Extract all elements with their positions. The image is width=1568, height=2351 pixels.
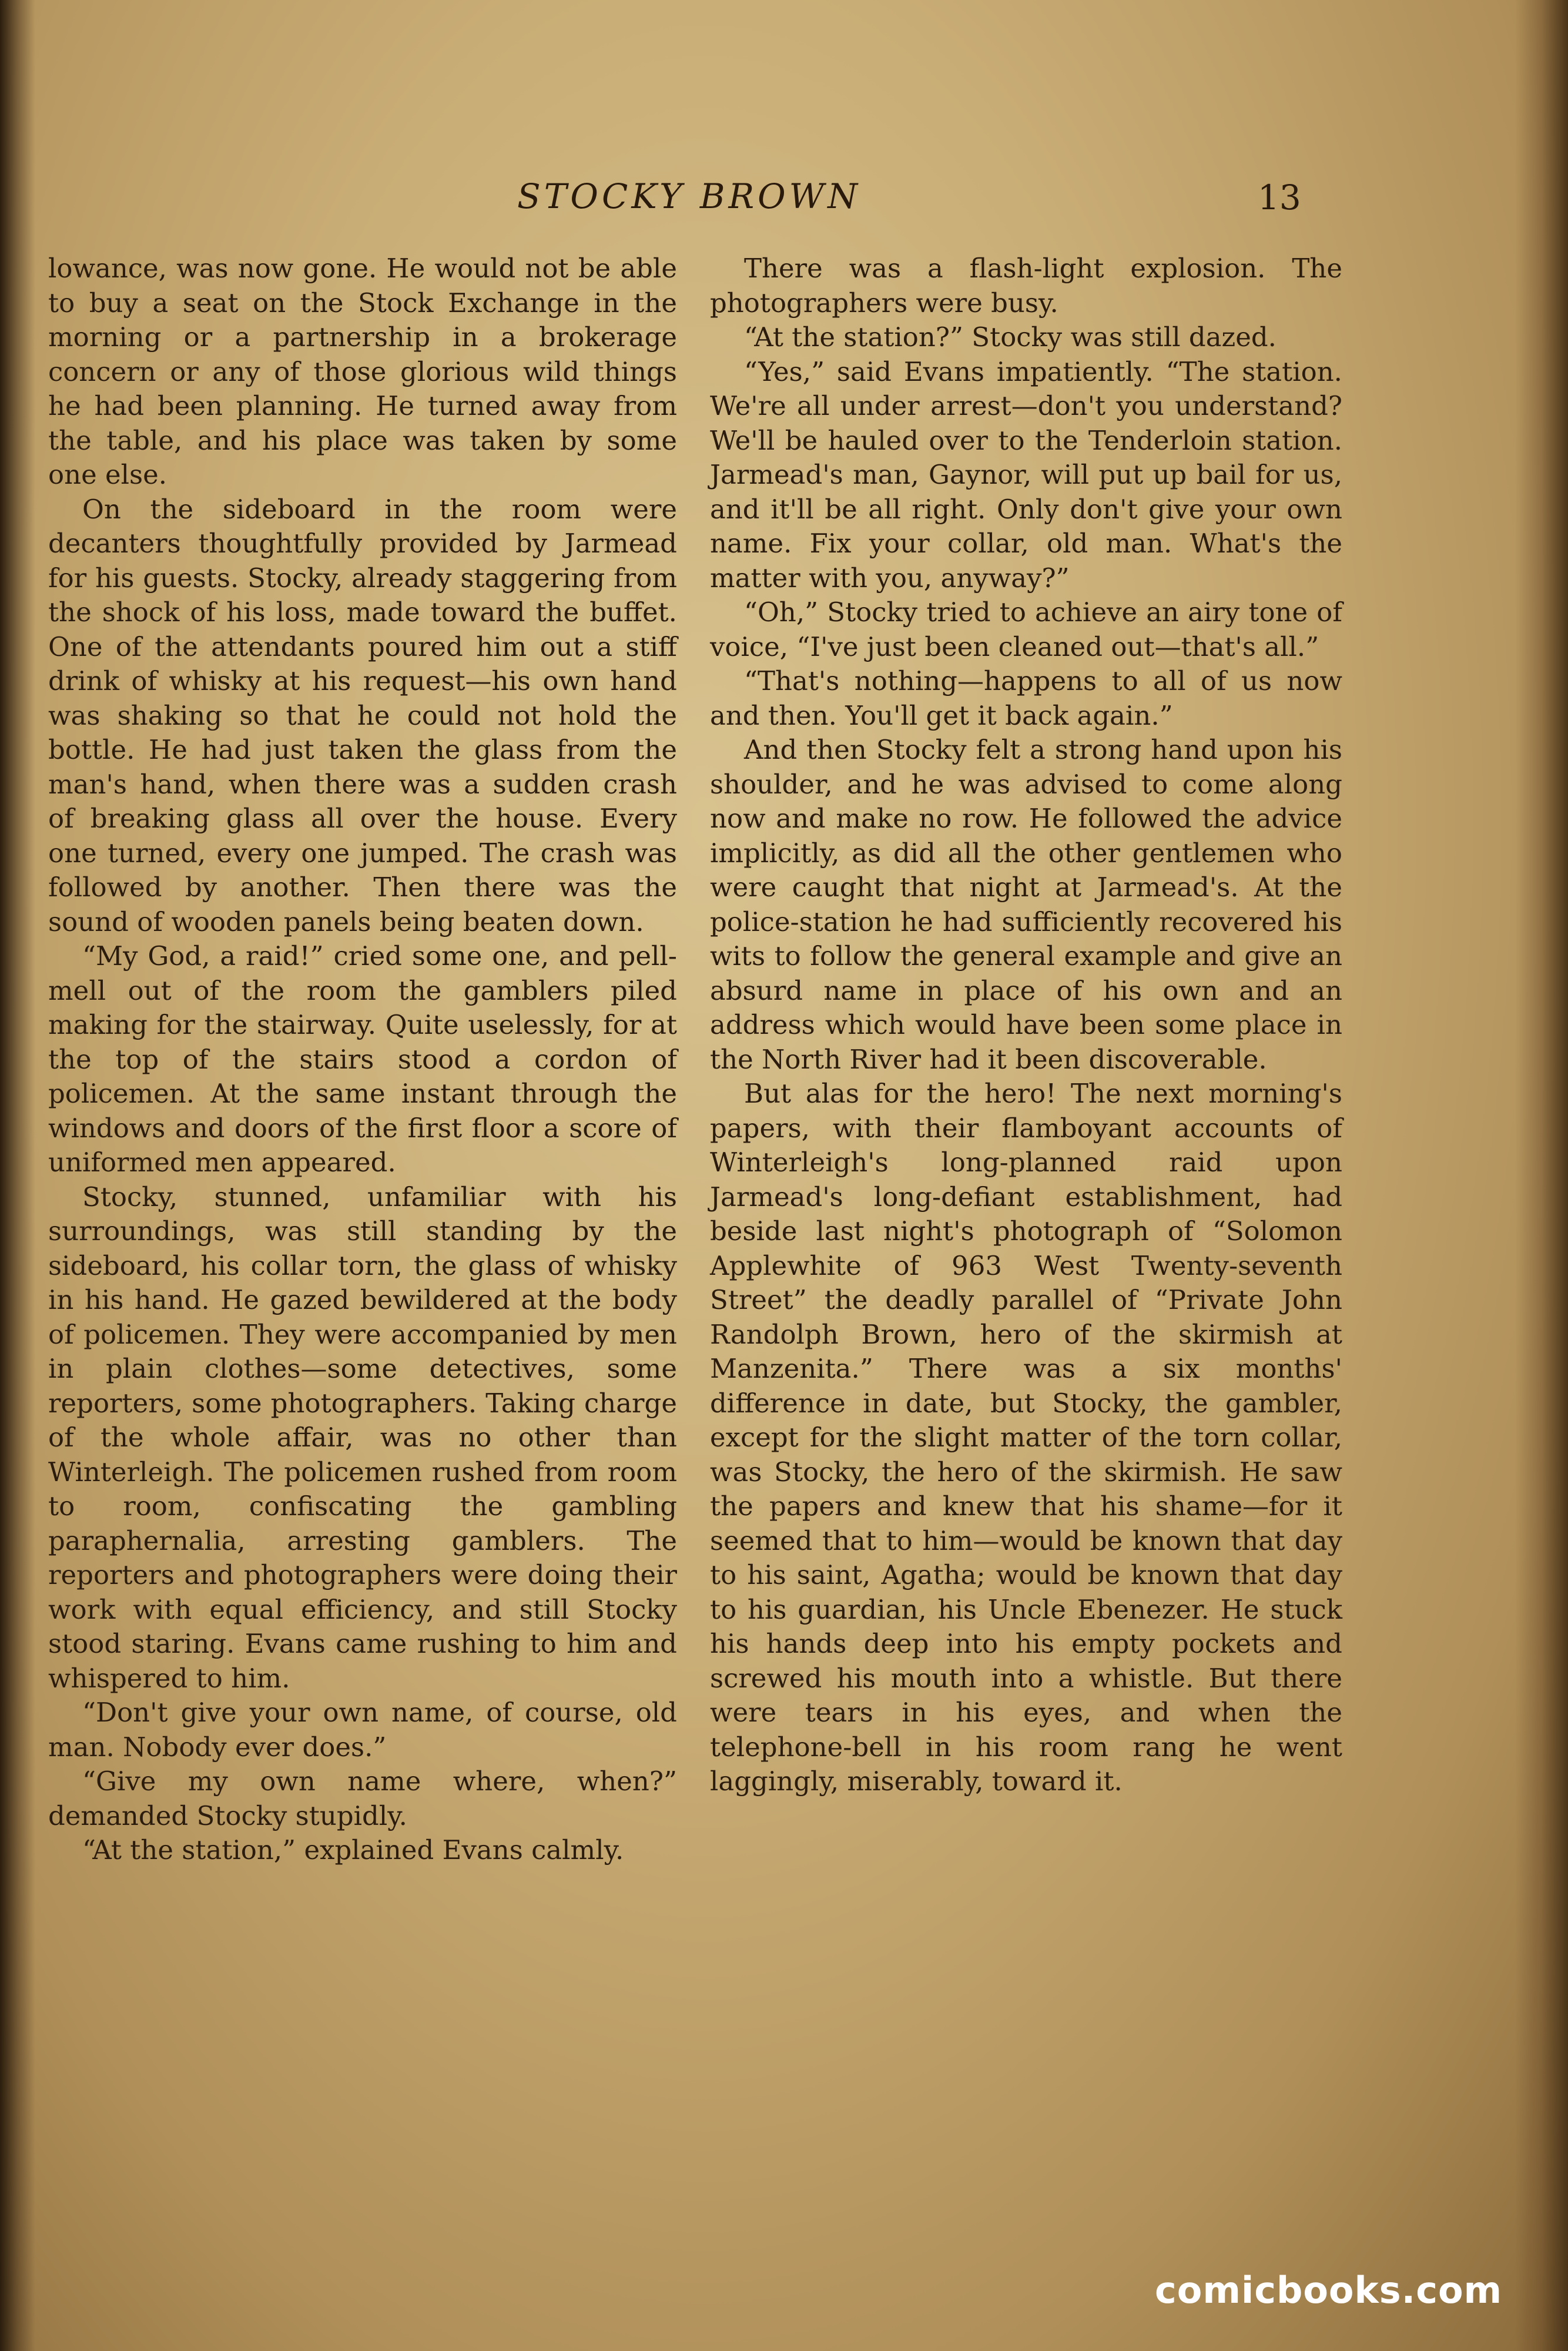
watermark: comicbooks.com (1155, 2269, 1503, 2312)
paragraph: “Oh,” Stocky tried to achieve an airy tone of voice, “I've just been cleaned out—that's all.” (710, 597, 1342, 662)
paragraph: “Yes,” said Evans impatiently. “The station. We're all under arrest—don't you understand? We'll be hauled over to the Tenderloin station. Jarmead's man, Gaynor, will put up bail for us, and it'll be all right. Only don't give your own name. Fix your collar, old man. What's the matter with you, anyway?” (710, 356, 1342, 594)
paragraph: On the sideboard in the room were decanters thoughtfully provided by Jarmead for his guests. Stocky, already staggering from the shock of his loss, made toward the buffet. One of the attendants poured him out a stiff drink of whisky at his request—his own hand was shaking so that he could not hold the bottle. He had just taken the glass from the man's hand, when there was a sudden crash of breaking glass all over the house. Every one turned, every one jumped. The crash was followed by another. Then there was the sound of wooden panels being beaten down. (48, 493, 677, 937)
paragraph: “Don't give your own name, of course, old man. Nobody ever does.” (48, 1697, 677, 1763)
paragraph: Stocky, stunned, unfamiliar with his surroundings, was still standing by the sideboard, his collar torn, the glass of whisky in his hand. He gazed bewildered at the body of policemen. They were accompanied by men in plain clothes—some detectives, some reporters, some photographers. Taking charge of the whole affair, was no other than Winterleigh. The policemen rushed from room to room, confiscating the gambling paraphernalia, arresting gamblers. The reporters and photographers were doing their work with equal efficiency, and still Stocky stood staring. Evans came rushing to him and whispered to him. (48, 1181, 677, 1694)
left-column (48, 252, 677, 1868)
paragraph: There was a flash-light explosion. The photographers were busy. (710, 253, 1342, 319)
paragraph: “At the station,” explained Evans calmly. (82, 1834, 624, 1866)
paragraph: “Give my own name where, when?” demanded Stocky stupidly. (48, 1766, 677, 1831)
paragraph: But alas for the hero! The next morning's papers, with their flamboyant accounts of Winterleigh's long-planned raid upon Jarmead's long-defiant establishment, had beside last night's photograph of “Solomon Applewhite of 963 West Twenty-seventh Street” the deadly parallel of “Private John Randolph Brown, hero of the skirmish at Manzenita.” There was a six months' difference in date, but Stocky, the gambler, except for the slight matter of the torn collar, was Stocky, the hero of the skirmish. He saw the papers and knew that his shame—for it seemed that to him—would be known that day to his saint, Agatha; would be known that day to his guardian, his Uncle Ebenezer. He stuck his hands deep into his empty pockets and screwed his mouth into a whistle. But there were tears in his eyes, and when the telephone-bell in his room rang he went laggingly, miserably, toward it. (710, 1078, 1342, 1797)
paragraph: “My God, a raid!” cried some one, and pell-mell out of the room the gamblers piled making for the stairway. Quite uselessly, for at the top of the stairs stood a cordon of policemen. At the same instant through the windows and doors of the first floor a score of uniformed men appeared. (48, 940, 677, 1178)
page-number: 13 (1258, 178, 1301, 217)
right-column (710, 252, 1342, 1799)
running-title: STOCKY BROWN (517, 176, 862, 216)
paragraph: “At the station?” Stocky was still dazed. (744, 321, 1276, 353)
paragraph: And then Stocky felt a strong hand upon his shoulder, and he was advised to come along now and make no row. He followed the advice implicitly, as did all the other gentlemen who were caught that night at Jarmead's. At the police-station he had sufficiently recovered his wits to follow the general example and give an absurd name in place of his own and an address which would have been some place in the North River had it been discoverable. (710, 734, 1342, 1075)
paragraph: “That's nothing—happens to all of us now and then. You'll get it back again.” (710, 665, 1342, 731)
paragraph: lowance, was now gone. He would not be able to buy a seat on the Stock Exchange in the morning or a partnership in a brokerage concern or any of those glorious wild things he had been planning. He turned away from the table, and his place was taken by some one else. (48, 253, 677, 490)
